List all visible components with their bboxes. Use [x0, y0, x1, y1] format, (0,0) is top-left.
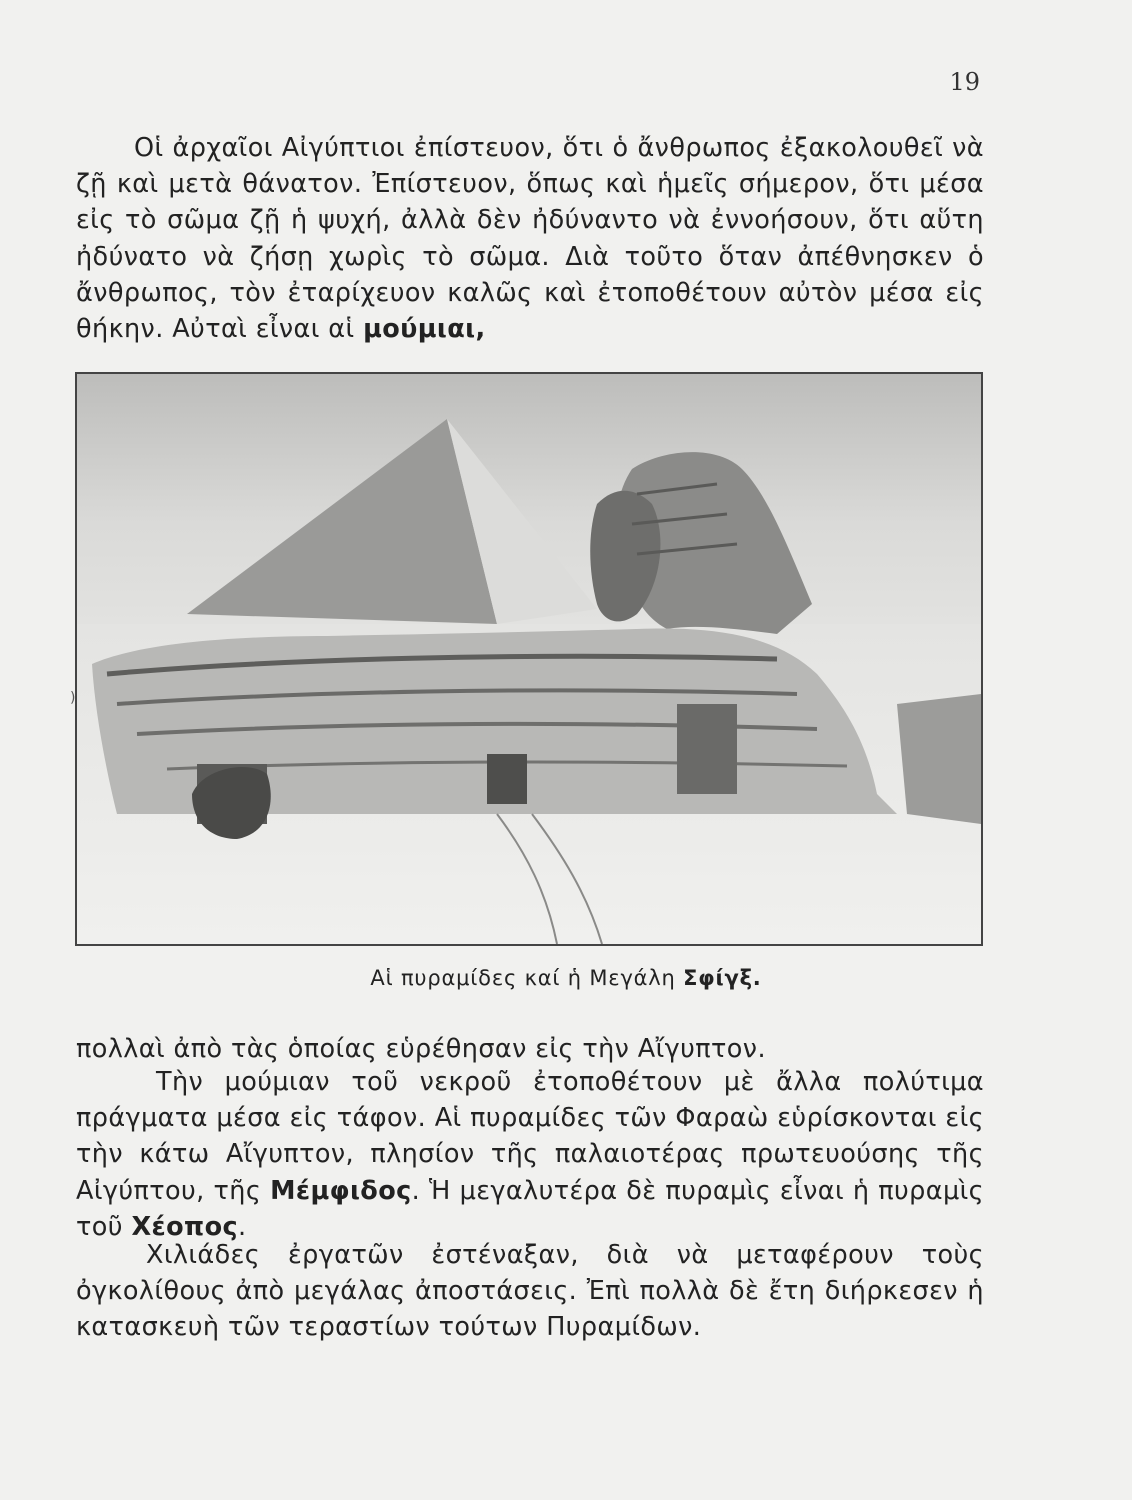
paragraph-3-bold-memphis: Μέμφιδος [270, 1175, 412, 1206]
photo-illustration [77, 374, 981, 944]
paragraph-3-text-a: Τὴν μούμιαν τοῦ νεκροῦ ἐτοποθέτουν μὲ ἄλλα πολύτιμα πράγματα μέσα εἰς τάφον. Αἱ πυραμίδες τῶν Φαραὼ εὑρίσκονται εἰς τὴν κάτω Αἴγυπτον, πλησίον τῆς παλαιοτέρας πρωτευούσης τῆς Αἰγύπτου, τῆς [76, 1067, 984, 1206]
paragraph-4: Χιλιάδες ἐργατῶν ἐστέναξαν, διὰ νὰ μεταφέρουν τοὺς ὀγκολίθους ἀπὸ μεγάλας ἀποστάσεις. Ἐπὶ πολλὰ δὲ ἔτη διήρκεσεν ἡ κατασκευὴ τῶν τεραστίων τούτων Πυραμίδων. [76, 1240, 984, 1343]
rock-shadow-mid [487, 754, 527, 804]
figure-caption [0, 966, 1132, 990]
caption-text: Αἱ πυραμίδες καί ἡ Μεγάλη [370, 966, 676, 990]
rock-shadow-right [677, 704, 737, 794]
margin-mark: ) [70, 690, 76, 706]
pyramids-sphinx-photo [75, 372, 983, 946]
paragraph-3-text-c: . [238, 1211, 247, 1242]
paragraph-3-text-b: . Ἡ μεγαλυτέρα δὲ πυραμὶς εἶναι ἡ πυραμὶς τοῦ [76, 1175, 984, 1242]
page-number: 19 [949, 68, 980, 96]
caption-bold-word: Σφίγξ. [683, 966, 762, 990]
paragraph-2: πολλαὶ ἀπὸ τὰς ὁποίας εὑρέθησαν εἰς τὴν Αἴγυπτον. [76, 1034, 766, 1064]
paragraph-1-text: Οἱ ἀρχαῖοι Αἰγύπτιοι ἐπίστευον, ὅτι ὁ ἄνθρωπος ἐξακολουθεῖ νὰ ζῇ καὶ μετὰ θάνατον. Ἐπίστευον, ὅπως καὶ ἡμεῖς σήμερον, ὅτι μέσα εἰς τὸ σῶμα ζῇ ἡ ψυχή, ἀλλὰ δὲν ἠδύναντο νὰ ἐννοήσουν, ὅτι αὕτη ἠδύνατο νὰ ζήσῃ χωρὶς τὸ σῶμα. Διὰ τοῦτο ὅταν ἀπέθνησκεν ὁ ἄνθρωπος, τὸν ἐταρίχευον καλῶς καὶ ἐτοποθέτουν αὐτὸν μέσα εἰς θήκην. Αὐταὶ εἶναι αἱ [76, 133, 984, 345]
paragraph-3-bold-cheops: Χέοπος [131, 1211, 239, 1242]
paragraph-3 [76, 1064, 984, 1245]
paragraph-1-bold-word: μούμιαι, [363, 314, 486, 345]
right-rock-ledge [897, 694, 981, 824]
paragraph-1 [76, 130, 984, 347]
